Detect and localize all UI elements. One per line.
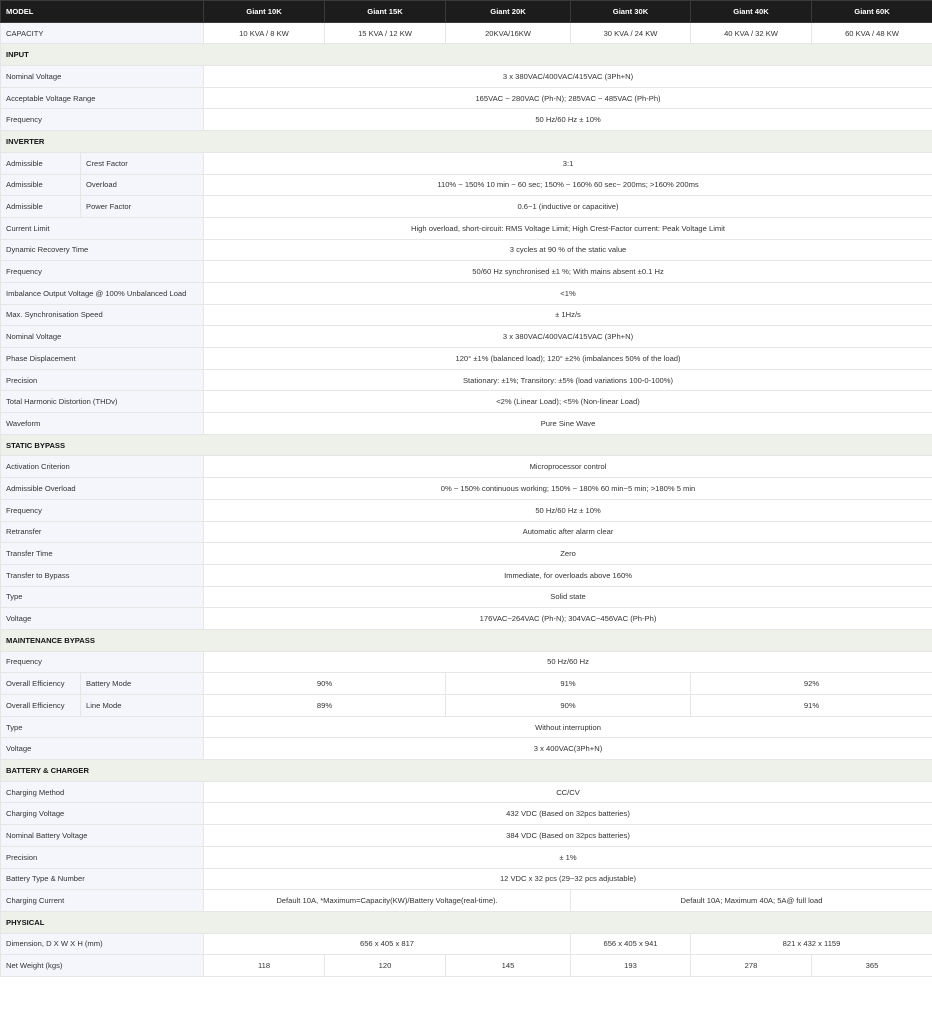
row-sublabel: Line Mode [81,695,204,717]
capacity-row [1,22,932,44]
row-value: 278 [691,955,812,977]
row-value: 91% [446,673,691,695]
table-row [1,196,932,218]
table-row [1,391,932,413]
row-value: 165VAC ~ 280VAC (Ph-N); 285VAC ~ 485VAC (Ph-Ph) [204,87,932,109]
table-row [1,304,932,326]
row-label: Precision [1,846,204,868]
row-value: 50 Hz/60 Hz [204,651,932,673]
row-value: 176VAC~264VAC (Ph-N); 304VAC~456VAC (Ph-Ph) [204,608,932,630]
model-name: Giant 30K [571,1,691,23]
table-row [1,348,932,370]
section-header-battery-charger [1,760,932,782]
row-value: Immediate, for overloads above 160% [204,564,932,586]
table-row [1,716,932,738]
table-row [1,456,932,478]
row-label: Net Weight (kgs) [1,955,204,977]
table-row [1,673,932,695]
table-row [1,608,932,630]
section-title: INVERTER [1,131,932,153]
table-row [1,87,932,109]
row-label: CAPACITY [1,22,204,44]
section-title: PHYSICAL [1,911,932,933]
row-value: Without interruption [204,716,932,738]
row-label: Charging Voltage [1,803,204,825]
row-value: High overload, short-circuit: RMS Voltage Limit; High Crest-Factor current: Peak Voltage Limit [204,217,932,239]
row-label: Dynamic Recovery Time [1,239,204,261]
section-header-maintenance-bypass [1,629,932,651]
row-value: <1% [204,282,932,304]
row-value: 193 [571,955,691,977]
row-label: Acceptable Voltage Range [1,87,204,109]
table-row [1,152,932,174]
model-header-row [1,1,932,23]
table-row [1,738,932,760]
row-label: Transfer Time [1,543,204,565]
table-row [1,955,932,977]
row-label: Nominal Voltage [1,326,204,348]
row-label: Frequency [1,651,204,673]
row-label: Total Harmonic Distortion (THDv) [1,391,204,413]
row-label: Frequency [1,109,204,131]
row-sublabel: Overload [81,174,204,196]
row-sublabel: Power Factor [81,196,204,218]
table-row [1,846,932,868]
row-value: 20KVA/16KW [446,22,571,44]
row-value: 50 Hz/60 Hz ± 10% [204,109,932,131]
row-label: Admissible Overload [1,478,204,500]
row-label: Nominal Voltage [1,66,204,88]
row-value: 384 VDC (Based on 32pcs batteries) [204,825,932,847]
row-value: 3 x 400VAC(3Ph+N) [204,738,932,760]
row-value: 40 KVA / 32 KW [691,22,812,44]
table-row [1,261,932,283]
model-name: Giant 20K [446,1,571,23]
section-title: MAINTENANCE BYPASS [1,629,932,651]
row-sublabel: Battery Mode [81,673,204,695]
row-label: Charging Current [1,890,204,912]
row-label: Voltage [1,608,204,630]
row-value: 120 [325,955,446,977]
row-label: Admissible [1,152,81,174]
section-header-input [1,44,932,66]
row-label: Current Limit [1,217,204,239]
row-value: 92% [691,673,932,695]
row-value: 3 cycles at 90 % of the static value [204,239,932,261]
table-row [1,174,932,196]
section-title: INPUT [1,44,932,66]
row-label: Max. Synchronisation Speed [1,304,204,326]
section-title: BATTERY & CHARGER [1,760,932,782]
table-row [1,868,932,890]
row-value: 12 VDC x 32 pcs (29~32 pcs adjustable) [204,868,932,890]
table-row [1,217,932,239]
model-name: Giant 40K [691,1,812,23]
row-value: 10 KVA / 8 KW [204,22,325,44]
table-row [1,890,932,912]
row-value: 3 x 380VAC/400VAC/415VAC (3Ph+N) [204,66,932,88]
row-value: Default 10A; Maximum 40A; 5A@ full load [571,890,932,912]
row-value: 91% [691,695,932,717]
row-value: Automatic after alarm clear [204,521,932,543]
model-label: MODEL [1,1,204,23]
row-value: 821 x 432 x 1159 [691,933,932,955]
section-header-physical [1,911,932,933]
table-row [1,695,932,717]
row-label: Overall Efficiency [1,695,81,717]
row-label: Battery Type & Number [1,868,204,890]
row-value: <2% (Linear Load); <5% (Non-linear Load) [204,391,932,413]
row-value: Stationary: ±1%; Transitory: ±5% (load variations 100-0-100%) [204,369,932,391]
row-value: 90% [446,695,691,717]
table-row [1,282,932,304]
row-value: 30 KVA / 24 KW [571,22,691,44]
table-row [1,239,932,261]
section-title: STATIC BYPASS [1,434,932,456]
row-label: Nominal Battery Voltage [1,825,204,847]
table-row [1,326,932,348]
section-header-static-bypass [1,434,932,456]
table-row [1,521,932,543]
table-row [1,586,932,608]
row-label: Overall Efficiency [1,673,81,695]
row-value: 365 [812,955,932,977]
row-value: 3:1 [204,152,932,174]
row-label: Voltage [1,738,204,760]
row-value: 50/60 Hz synchronised ±1 %; With mains absent ±0.1 Hz [204,261,932,283]
section-header-inverter [1,131,932,153]
row-label: Imbalance Output Voltage @ 100% Unbalanced Load [1,282,204,304]
row-value: Microprocessor control [204,456,932,478]
row-label: Activation Criterion [1,456,204,478]
row-value: 60 KVA / 48 KW [812,22,932,44]
row-value: 118 [204,955,325,977]
row-label: Admissible [1,196,81,218]
table-row [1,66,932,88]
table-row [1,478,932,500]
row-value: 0.6~1 (inductive or capacitive) [204,196,932,218]
row-label: Type [1,716,204,738]
row-label: Dimension, D X W X H (mm) [1,933,204,955]
row-value: 145 [446,955,571,977]
table-row [1,825,932,847]
row-label: Precision [1,369,204,391]
row-value: 120° ±1% (balanced load); 120° ±2% (imbalances 50% of the load) [204,348,932,370]
row-label: Retransfer [1,521,204,543]
row-value: CC/CV [204,781,932,803]
row-value: 0% ~ 150% continuous working; 150% ~ 180% 60 min~5 min; >180% 5 min [204,478,932,500]
row-value: 90% [204,673,446,695]
row-value: 432 VDC (Based on 32pcs batteries) [204,803,932,825]
table-row [1,651,932,673]
table-row [1,369,932,391]
table-row [1,781,932,803]
row-label: Waveform [1,413,204,435]
row-label: Admissible [1,174,81,196]
model-name: Giant 60K [812,1,932,23]
row-value: 110% ~ 150% 10 min ~ 60 sec; 150% ~ 160% 60 sec~ 200ms; >160% 200ms [204,174,932,196]
row-value: 3 x 380VAC/400VAC/415VAC (3Ph+N) [204,326,932,348]
row-label: Phase Displacement [1,348,204,370]
table-row [1,803,932,825]
row-value: ± 1Hz/s [204,304,932,326]
row-value: 656 x 405 x 817 [204,933,571,955]
row-value: 656 x 405 x 941 [571,933,691,955]
table-row [1,499,932,521]
table-row [1,933,932,955]
row-value: ± 1% [204,846,932,868]
row-value: 50 Hz/60 Hz ± 10% [204,499,932,521]
model-name: Giant 10K [204,1,325,23]
model-name: Giant 15K [325,1,446,23]
row-value: 89% [204,695,446,717]
row-value: Default 10A, *Maximum=Capacity(KW)/Battery Voltage(real-time). [204,890,571,912]
table-row [1,413,932,435]
row-label: Type [1,586,204,608]
row-value: Pure Sine Wave [204,413,932,435]
row-value: 15 KVA / 12 KW [325,22,446,44]
row-label: Frequency [1,499,204,521]
table-row [1,109,932,131]
row-value: Solid state [204,586,932,608]
row-sublabel: Crest Factor [81,152,204,174]
table-row [1,543,932,565]
row-label: Charging Method [1,781,204,803]
row-value: Zero [204,543,932,565]
row-label: Frequency [1,261,204,283]
row-label: Transfer to Bypass [1,564,204,586]
table-row [1,564,932,586]
